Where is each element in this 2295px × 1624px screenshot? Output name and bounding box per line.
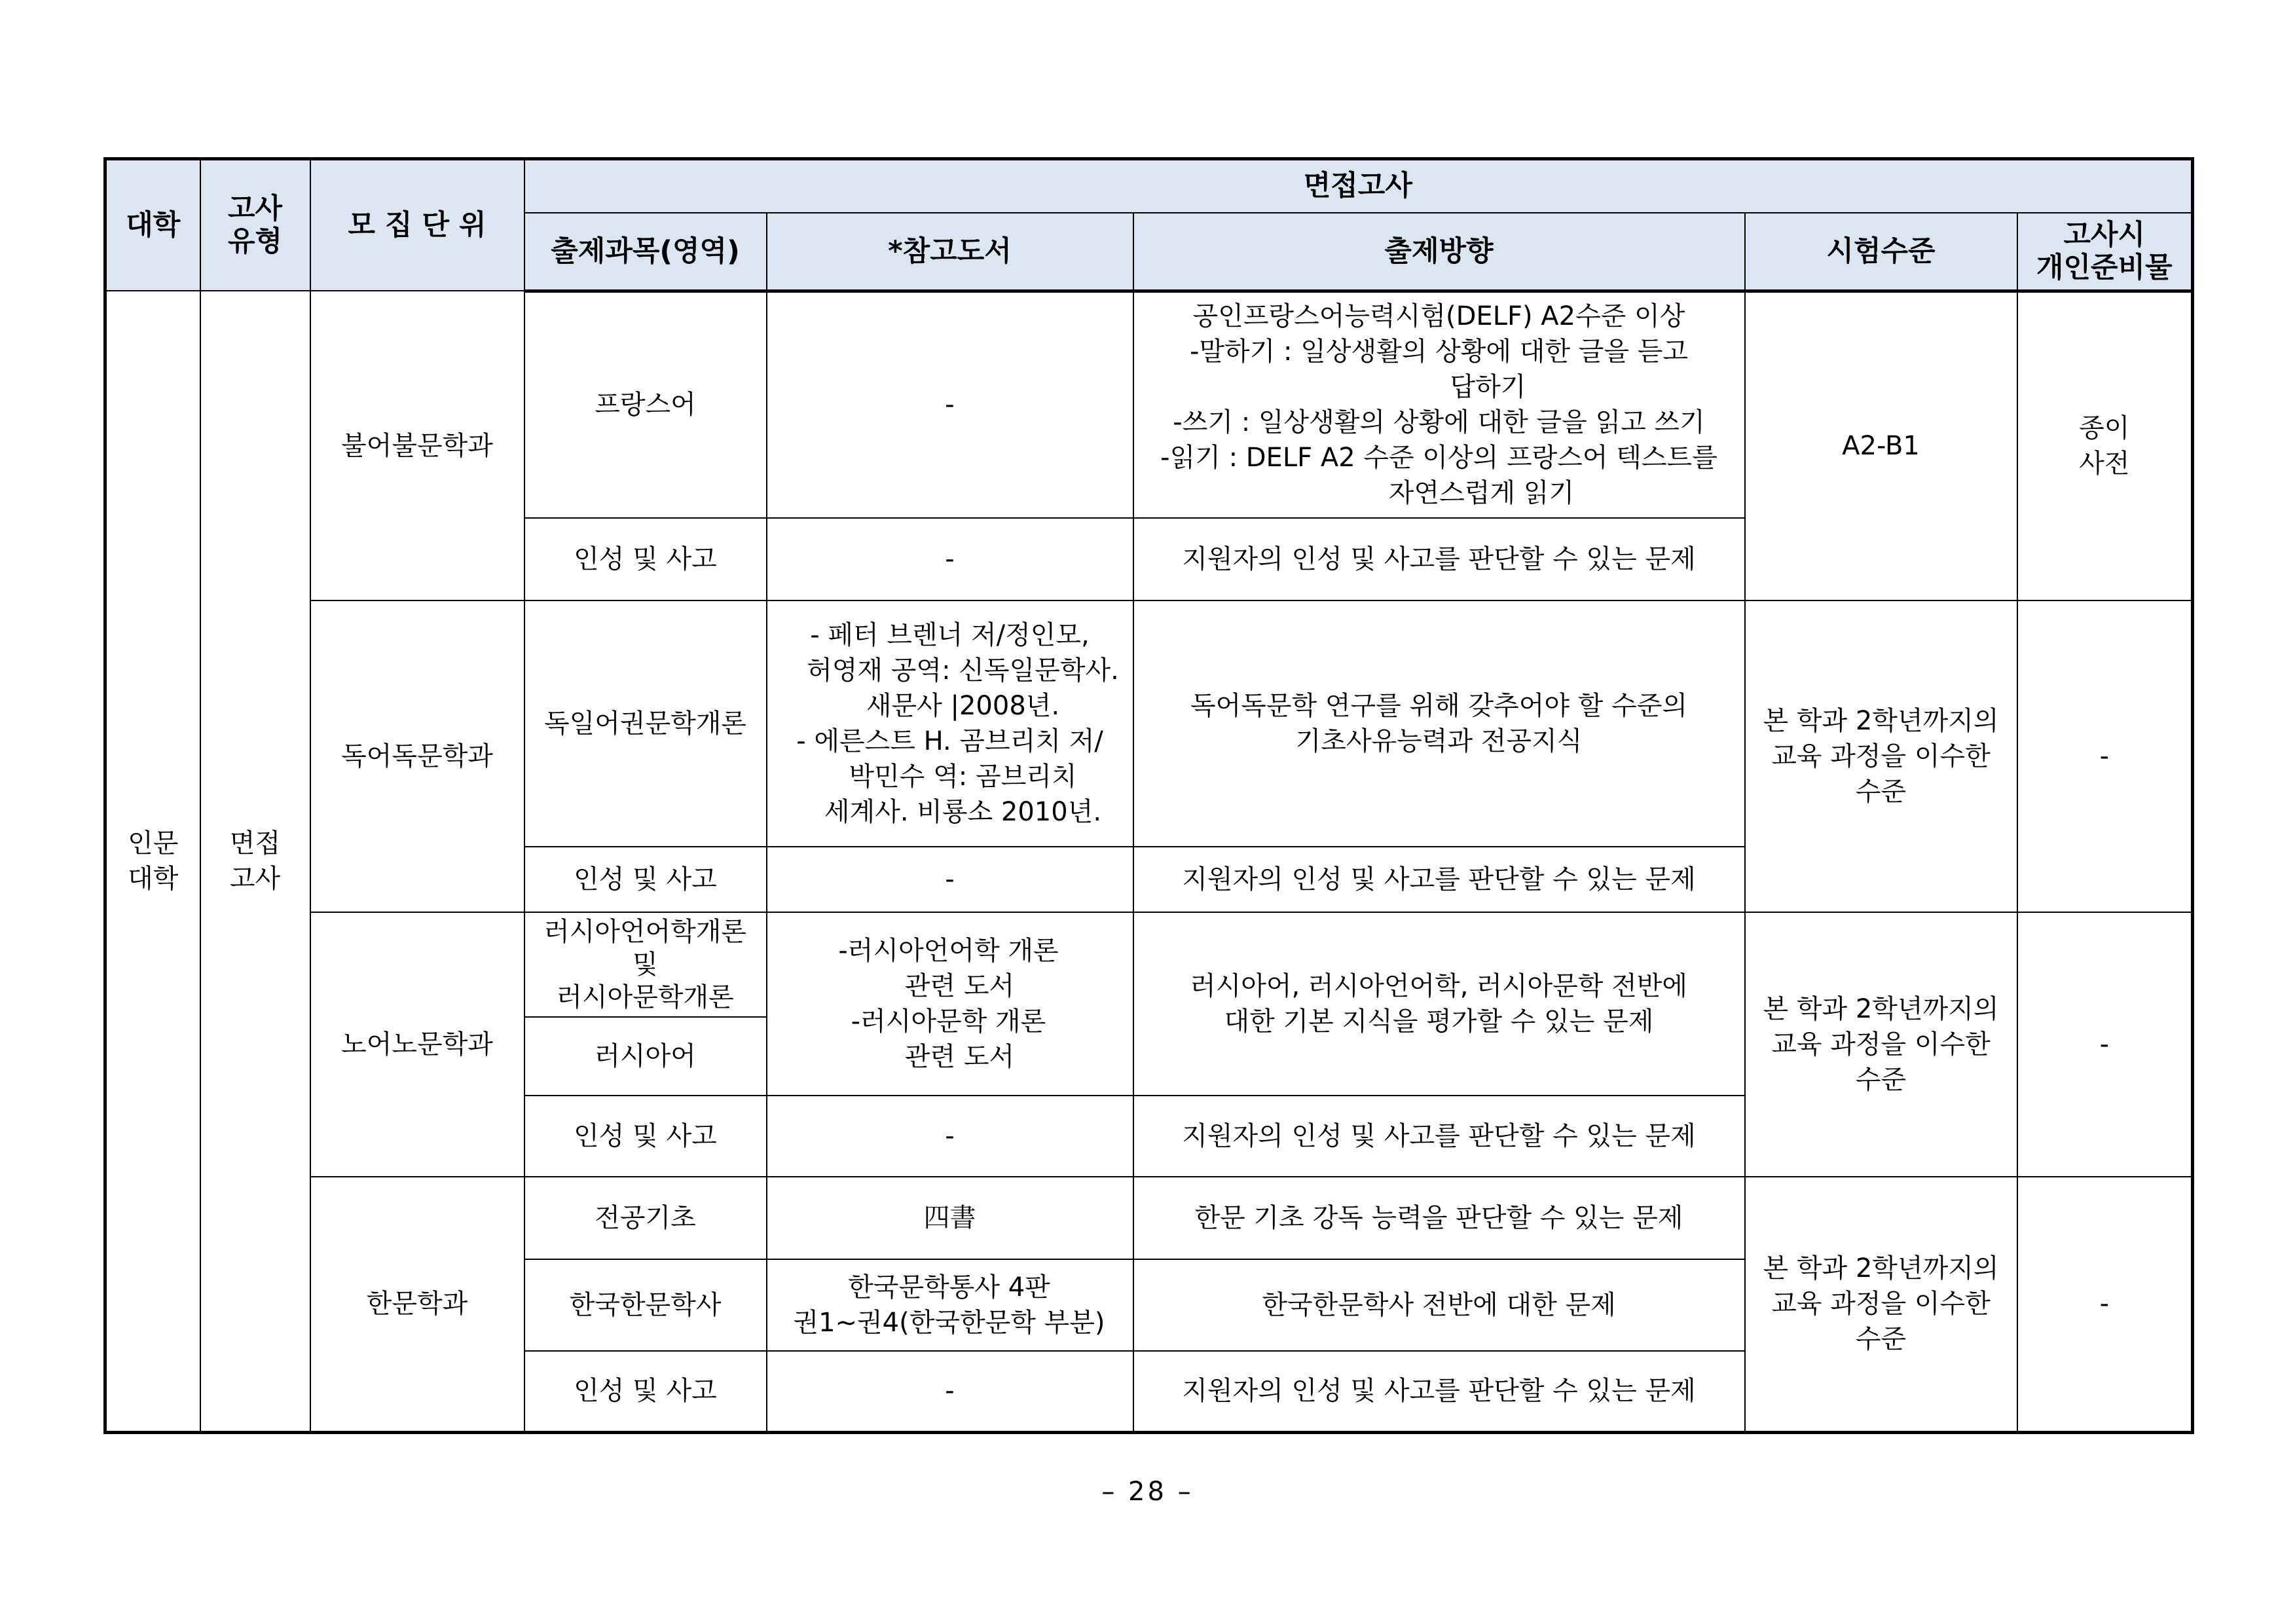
header-materials: 고사시 개인준비물 bbox=[2017, 213, 2193, 291]
dept-french: 불어불문학과 bbox=[310, 291, 524, 600]
german-personality-reference: - bbox=[767, 847, 1133, 912]
classics-materials: - bbox=[2017, 1177, 2193, 1432]
german-direction: 독어독문학 연구를 위해 갖추어야 할 수준의 기초사유능력과 전공지식 bbox=[1133, 600, 1745, 847]
russian-personality-direction: 지원자의 인성 및 사고를 판단할 수 있는 문제 bbox=[1133, 1096, 1745, 1177]
classics-personality-direction: 지원자의 인성 및 사고를 판단할 수 있는 문제 bbox=[1133, 1351, 1745, 1432]
german-personality-direction: 지원자의 인성 및 사고를 판단할 수 있는 문제 bbox=[1133, 847, 1745, 912]
french-personality-direction: 지원자의 인성 및 사고를 판단할 수 있는 문제 bbox=[1133, 518, 1745, 600]
classics-level: 본 학과 2학년까지의 교육 과정을 이수한 수준 bbox=[1745, 1177, 2017, 1432]
german-level: 본 학과 2학년까지의 교육 과정을 이수한 수준 bbox=[1745, 600, 2017, 912]
russian-subject-2: 러시아어 bbox=[524, 1017, 767, 1096]
russian-subject-1: 러시아언어학개론 및 러시아문학개론 bbox=[524, 912, 767, 1017]
russian-reference: -러시아언어학 개론 관련 도서 -러시아문학 개론 관련 도서 bbox=[767, 912, 1133, 1096]
header-interview: 면접고사 bbox=[524, 159, 2193, 213]
german-personality-subject: 인성 및 사고 bbox=[524, 847, 767, 912]
russian-personality-subject: 인성 및 사고 bbox=[524, 1096, 767, 1177]
french-subject: 프랑스어 bbox=[524, 291, 767, 518]
classics-direction-2: 한국한문학사 전반에 대한 문제 bbox=[1133, 1259, 1745, 1351]
classics-subject-2: 한국한문학사 bbox=[524, 1259, 767, 1351]
classics-reference-1: 四書 bbox=[767, 1177, 1133, 1259]
french-direction: 공인프랑스어능력시험(DELF) A2수준 이상 -말하기 : 일상생활의 상황에 대한 글을 듣고 답하기 -쓰기 : 일상생활의 상황에 대한 글을 읽고 쓰기 -읽기 : DELF A2 수준 이상의 프랑스어 텍스트를 자연스럽게 읽기 bbox=[1133, 291, 1745, 518]
russian-materials: - bbox=[2017, 912, 2193, 1177]
header-unit: 모 집 단 위 bbox=[310, 159, 524, 291]
dept-russian: 노어노문학과 bbox=[310, 912, 524, 1177]
russian-personality-reference: - bbox=[767, 1096, 1133, 1177]
dept-german: 독어독문학과 bbox=[310, 600, 524, 912]
header-reference: *참고도서 bbox=[767, 213, 1133, 291]
exam-type-cell: 면접 고사 bbox=[200, 291, 310, 1432]
header-direction: 출제방향 bbox=[1133, 213, 1745, 291]
german-reference: - 페터 브렌너 저/정인모, 허영재 공역: 신독일문학사. 새문사 |2008년. - 에른스트 H. 곰브리치 저/ 박민수 역: 곰브리치 세계사. 비룡소 2010년. bbox=[767, 600, 1133, 847]
interview-exam-table bbox=[103, 157, 2194, 1434]
french-personality-reference: - bbox=[767, 518, 1133, 600]
header-level: 시험수준 bbox=[1745, 213, 2017, 291]
french-level: A2-B1 bbox=[1745, 291, 2017, 600]
german-materials: - bbox=[2017, 600, 2193, 912]
classics-personality-subject: 인성 및 사고 bbox=[524, 1351, 767, 1432]
dept-chinese-classics: 한문학과 bbox=[310, 1177, 524, 1432]
russian-direction: 러시아어, 러시아언어학, 러시아문학 전반에 대한 기본 지식을 평가할 수 있는 문제 bbox=[1133, 912, 1745, 1096]
french-reference: - bbox=[767, 291, 1133, 518]
college-cell: 인문 대학 bbox=[105, 291, 200, 1432]
header-college: 대학 bbox=[105, 159, 200, 291]
classics-personality-reference: - bbox=[767, 1351, 1133, 1432]
french-materials: 종이 사전 bbox=[2017, 291, 2193, 600]
classics-reference-2: 한국문학통사 4판 권1~권4(한국한문학 부분) bbox=[767, 1259, 1133, 1351]
header-subject: 출제과목(영역) bbox=[524, 213, 767, 291]
classics-subject-1: 전공기초 bbox=[524, 1177, 767, 1259]
russian-level: 본 학과 2학년까지의 교육 과정을 이수한 수준 bbox=[1745, 912, 2017, 1177]
page-number: – 28 – bbox=[1101, 1477, 1194, 1507]
german-subject: 독일어권문학개론 bbox=[524, 600, 767, 847]
french-personality-subject: 인성 및 사고 bbox=[524, 518, 767, 600]
header-exam-type: 고사 유형 bbox=[200, 159, 310, 291]
classics-direction-1: 한문 기초 강독 능력을 판단할 수 있는 문제 bbox=[1133, 1177, 1745, 1259]
